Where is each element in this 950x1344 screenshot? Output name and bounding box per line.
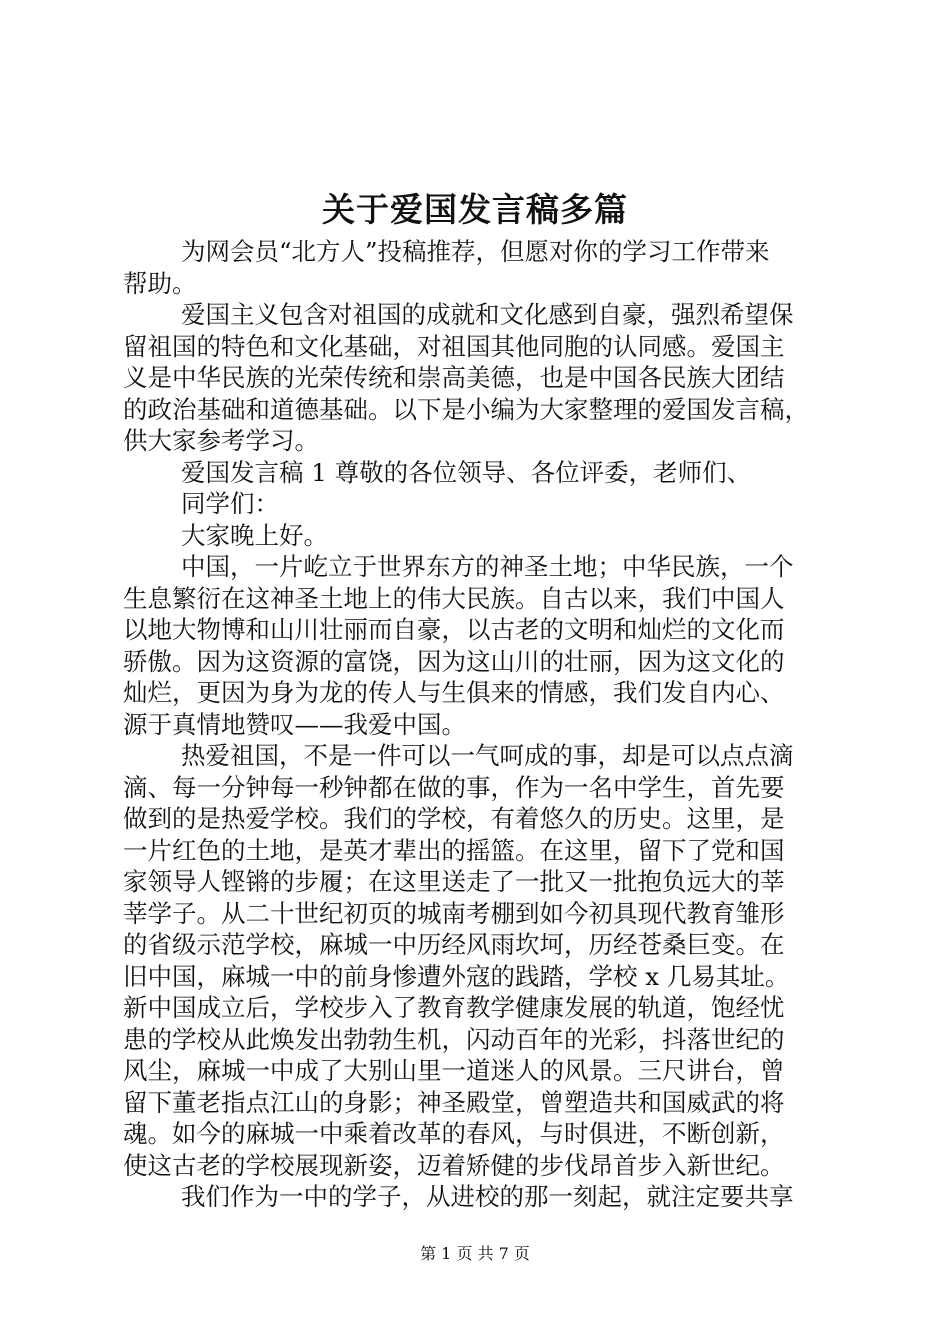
paragraph-line: 供大家参考学习。: [123, 426, 319, 455]
paragraph-line: 为网会员“北方人”投稿推荐，但愿对你的学习工作带来: [181, 237, 770, 266]
paragraph-line: 留祖国的特色和文化基础，对祖国其他同胞的认同感。爱国主: [123, 331, 785, 361]
paragraph-line: 新中国成立后，学校步入了教育教学健康发展的轨道，饱经忧: [123, 993, 785, 1022]
paragraph-line: 患的学校从此焕发出勃勃生机，闪动百年的光彩，抖落世纪的: [123, 1024, 785, 1054]
paragraph-line: 一片红色的土地，是英才辈出的摇篮。在这里，留下了党和国: [123, 835, 785, 865]
document-title: 关于爱国发言稿多篇: [322, 190, 628, 229]
document-body: [123, 236, 831, 1213]
paragraph-line: 旧中国，麻城一中的前身惨遭外寇的践踏，学校 x 几易其址。: [123, 961, 790, 991]
paragraph-line: 义是中华民族的光荣传统和崇高美德，也是中国各民族大团结: [123, 363, 785, 392]
paragraph-line: 做到的是热爱学校。我们的学校，有着悠久的历史。这里，是: [123, 804, 785, 833]
paragraph-line: 热爱祖国，不是一件可以一气呵成的事，却是可以点点滴: [181, 741, 794, 770]
paragraph-line: 帮助。: [123, 268, 197, 298]
paragraph-line: 爱国发言稿 1 尊敬的各位领导、各位评委，老师们、: [181, 457, 752, 487]
paragraph-line: 同学们：: [181, 489, 279, 518]
paragraph-line: 灿烂，更因为身为龙的传人与生俱来的情感，我们发自内心、: [123, 678, 785, 707]
paragraph-line: 以地大物博和山川壮丽而自豪，以古老的文明和灿烂的文化而: [123, 615, 785, 644]
paragraph-line: 爱国主义包含对祖国的成就和文化感到自豪，强烈希望保: [181, 300, 794, 329]
paragraph-line: 留下董老指点江山的身影；神圣殿堂，曾塑造共和国威武的将: [123, 1087, 785, 1117]
paragraph-line: 的政治基础和道德基础。以下是小编为大家整理的爱国发言稿，: [123, 394, 809, 424]
paragraph-line: 莘学子。从二十世纪初页的城南考棚到如今初具现代教育雏形: [123, 898, 785, 928]
paragraph-line: 魂。如今的麻城一中乘着改革的春风，与时俱进，不断创新，: [123, 1119, 785, 1148]
paragraph-line: 滴、每一分钟每一秒钟都在做的事，作为一名中学生，首先要: [123, 772, 785, 802]
paragraph-line: 风尘，麻城一中成了大别山里一道迷人的风景。三尺讲台，曾: [123, 1056, 785, 1085]
paragraph-line: 使这古老的学校展现新姿，迈着矫健的步伐昂首步入新世纪。: [123, 1150, 785, 1180]
paragraph-line: 中国，一片屹立于世界东方的神圣土地；中华民族，一个: [181, 552, 794, 581]
page-number-footer: 第 1 页 共 7 页: [420, 1244, 530, 1263]
paragraph-line: 的省级示范学校，麻城一中历经风雨坎坷，历经苍桑巨变。在: [123, 930, 785, 959]
paragraph-line: 源于真情地赞叹——我爱中国。: [123, 709, 466, 739]
paragraph-line: 大家晚上好。: [181, 520, 328, 550]
paragraph-line: 家领导人铿锵的步履；在这里送走了一批又一批抱负远大的莘: [123, 867, 785, 896]
paragraph-line: 我们作为一中的学子，从进校的那一刻起，就注定要共享: [181, 1182, 794, 1211]
paragraph-line: 生息繁衍在这神圣土地上的伟大民族。自古以来，我们中国人: [123, 583, 785, 613]
paragraph-line: 骄傲。因为这资源的富饶，因为这山川的壮丽，因为这文化的: [123, 646, 785, 676]
